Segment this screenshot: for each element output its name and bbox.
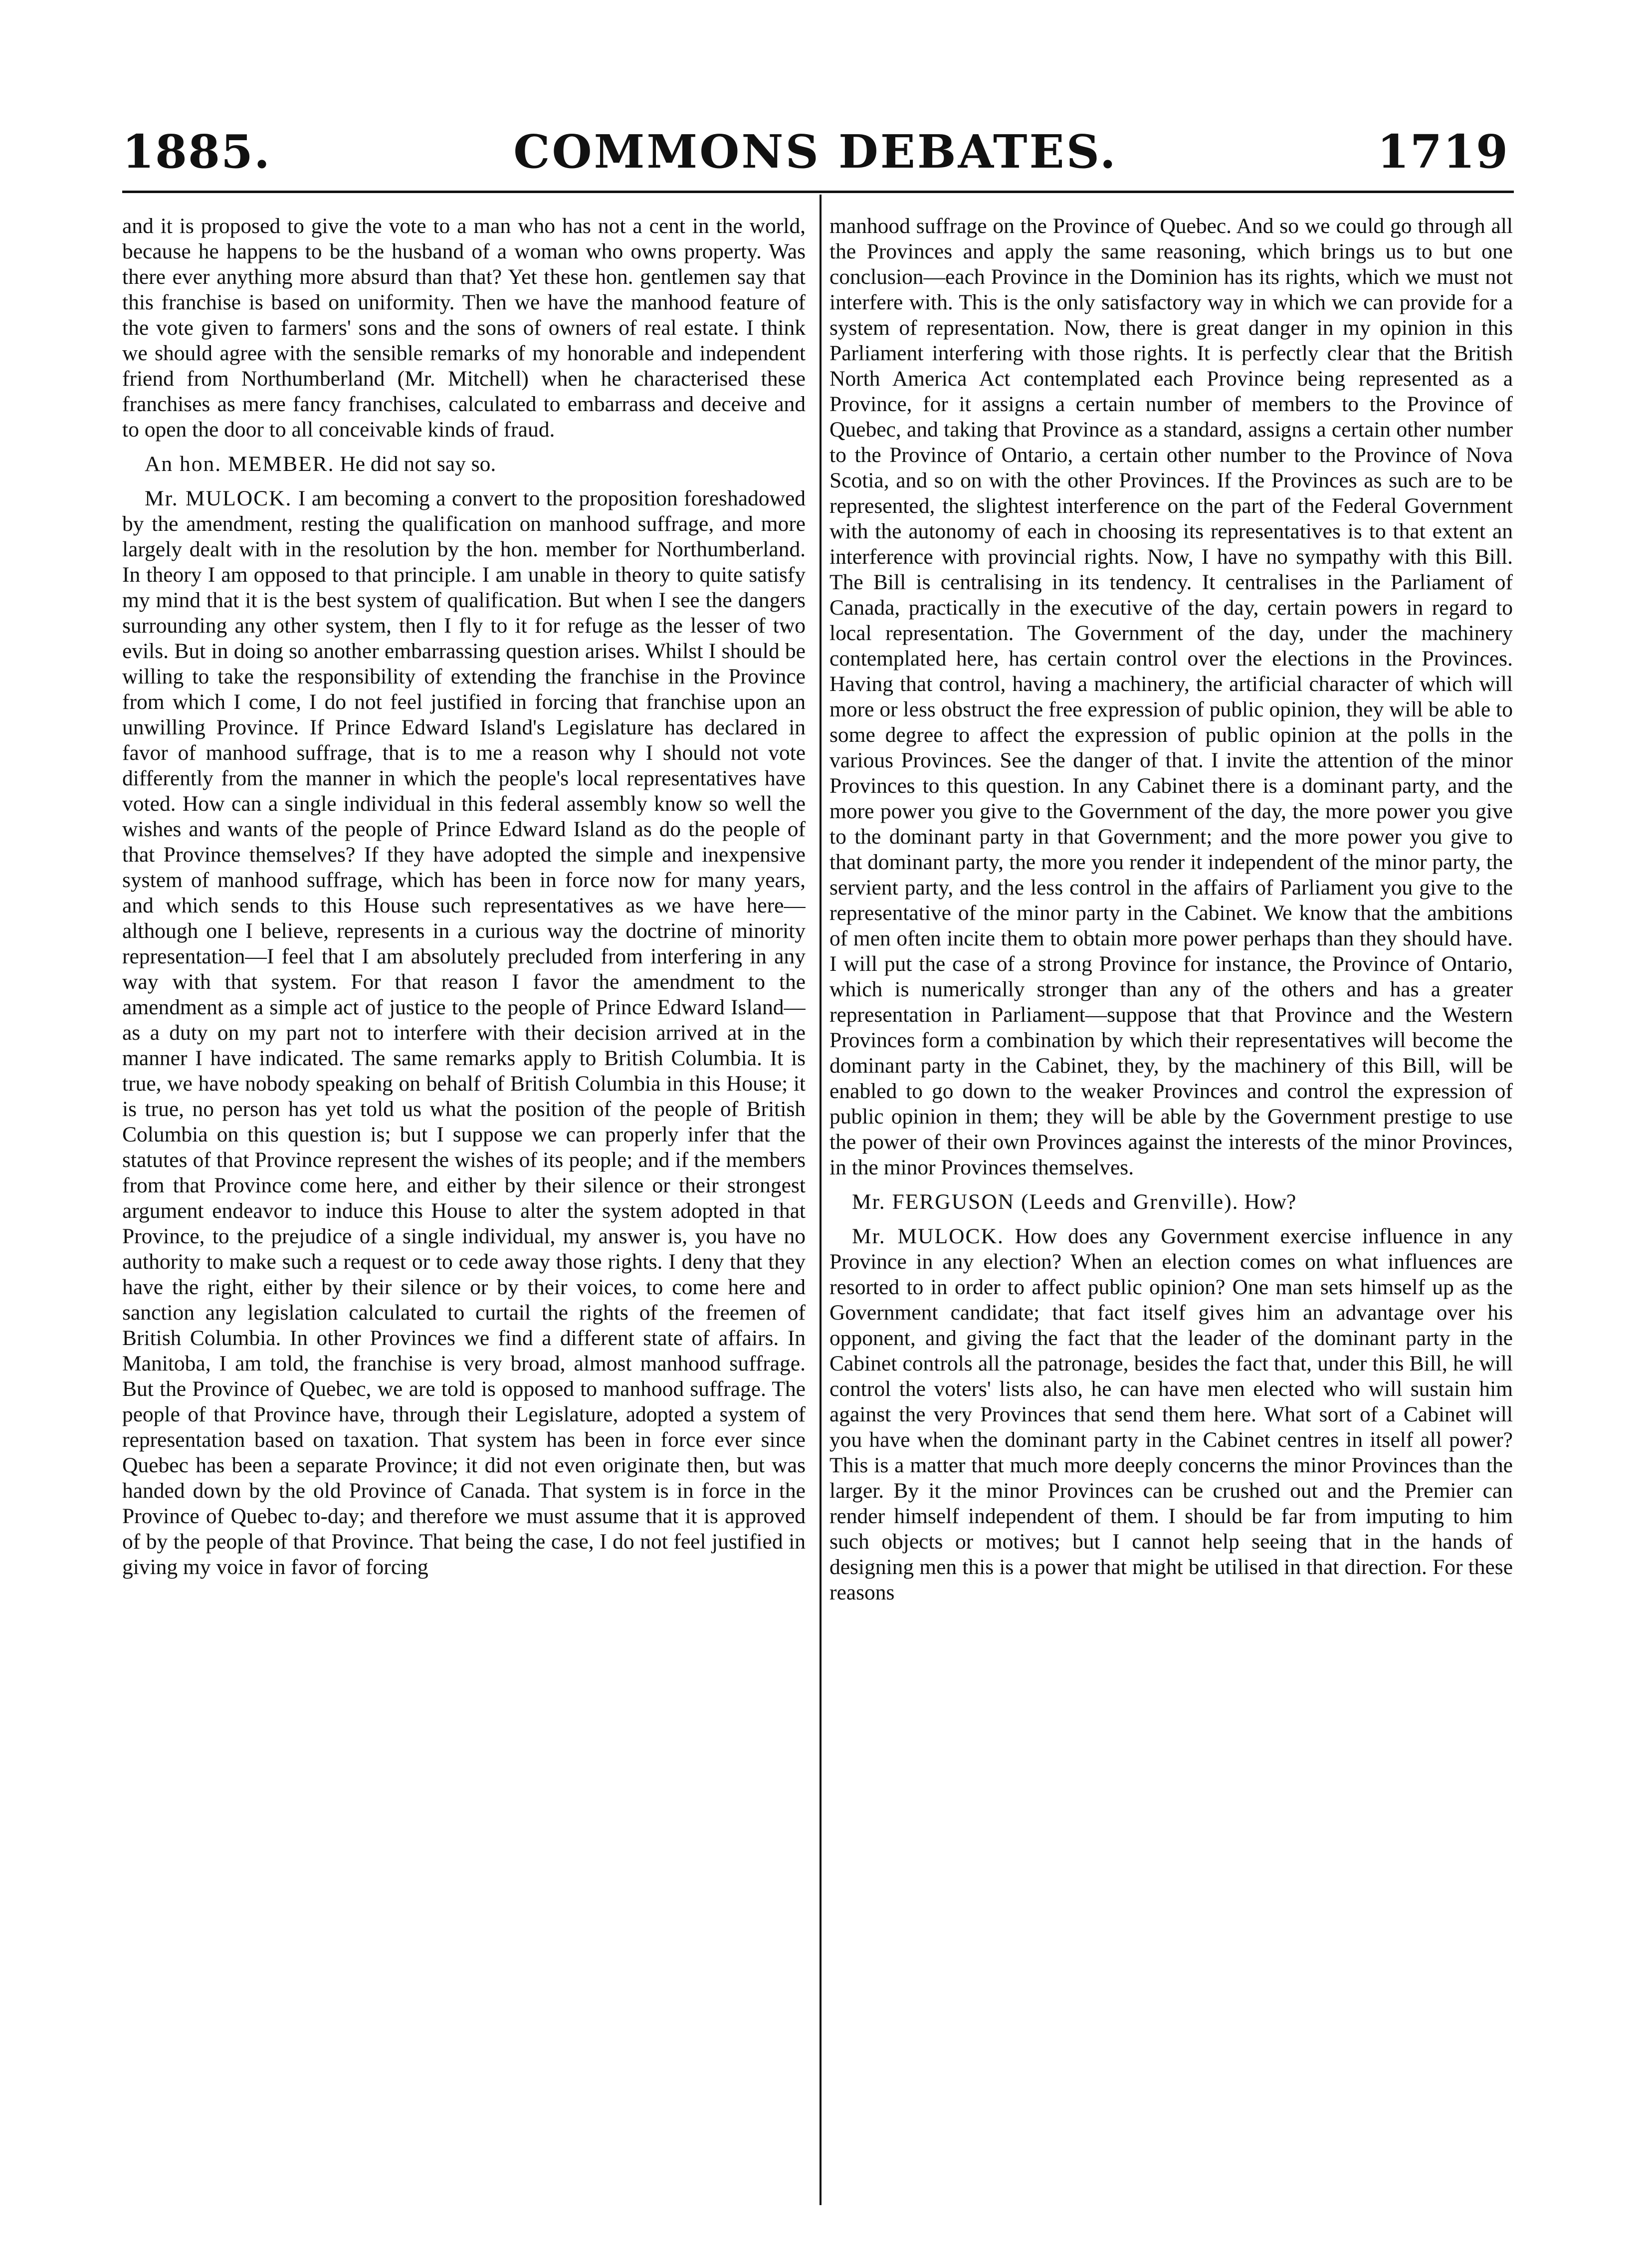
speaker-name: An hon. MEMBER. xyxy=(145,452,335,476)
paragraph xyxy=(122,214,806,443)
paragraph xyxy=(829,1189,1513,1215)
speaker-name: Mr. MULOCK. xyxy=(145,486,292,510)
paragraph-text: How does any Government exercise influence in any Province in any election? When an election comes on what influences are resorted to in order to affect public opinion? One man sets himself up as the Government candidate; that fact itself gives him an advantage over his opponent, and giving the fact that the leader of the dominant party in the Cabinet controls all the patronage, besides the fact that, under this Bill, he will control the voters' lists also, he can have men elected who will sustain him against the very Provinces that send them here. What sort of a Cabinet will you have when the dominant party in the Cabinet centres in itself all power? This is a matter that much more deeply concerns the minor Provinces than the larger. By it the minor Provinces can be crushed out and the Premier can render himself independent of them. I should be far from imputing to him such objects or motives; but I cannot help seeing that in the hands of designing men this is a power that might be utilised in that direction. For these reasons xyxy=(829,1224,1513,1604)
paragraph-text: How? xyxy=(1244,1190,1296,1214)
paragraph-text: and it is proposed to give the vote to a man who has not a cent in the world, because he happens to be the husband of a woman who owns property. Was there ever anything more absurd than that? Yet these hon. gentlemen say that this franchise is based on uniformity. Then we have the manhood feature of the vote given to farmers' sons and the sons of owners of real estate. I think we should agree with the sensible remarks of my honorable and independent friend from Northumberland (Mr. Mitchell) when he characterised these franchises as mere fancy franchises, calculated to embarrass and deceive and to open the door to all conceivable kinds of fraud. xyxy=(122,214,806,442)
page-header xyxy=(122,125,1509,185)
right-column xyxy=(829,214,1513,2204)
speaker-name: Mr. MULOCK. xyxy=(852,1224,1004,1248)
paragraph-text: He did not say so. xyxy=(340,452,496,476)
paragraph xyxy=(829,214,1513,1180)
paragraph-text: I am becoming a convert to the proposition foreshadowed by the amendment, resting the qualification on manhood suffrage, and more largely dealt with in the resolution by the hon. member for Northumberland. In theory I am opposed to that principle. I am unable in theory to quite satisfy my mind that it is the best system of qualification. But when I see the dangers surrounding any other system, then I fly to it for refuge as the lesser of two evils. But in doing so another embarrassing question arises. Whilst I should be willing to take the responsibility of extending the franchise in the Province from which I come, I do not feel justified in forcing that franchise upon an unwilling Province. If Prince Edward Island's Legislature has declared in favor of manhood suffrage, that is to me a reason why I should not vote differently from the manner in which the people's local representatives have voted. How can a single individual in this federal assembly know so well the wishes and wants of the people of Prince Edward Island as do the people of that Province themselves? If they have adopted the simple and inexpensive system of manhood suffrage, which has been in force now for many years, and which sends to this House such representatives as we have here—although one I believe, represents in a curious way the doctrine of minority representation—I feel that I am absolutely precluded from interfering in any way with that system. For that reason I favor the amendment to the amendment as a simple act of justice to the people of Prince Edward Island—as a duty on my part not to interfere with their decision arrived at in the manner I have indicated. The same remarks apply to British Columbia. It is true, we have nobody speaking on behalf of British Columbia in this House; it is true, no person has yet told us what the position of the people of British Columbia on this question is; but I suppose we can properly infer that the statutes of that Province represent the wishes of its people; and if the members from that Province come here, and either by their silence or their strongest argument endeavor to induce this House to alter the system adopted in that Province, to the prejudice of a single individual, my answer is, you have no authority to make such a request or to cede away those rights. I deny that they have the right, either by their silence or by their voices, to come here and sanction any legislation calculated to curtail the rights of the freemen of British Columbia. In other Provinces we find a different state of affairs. In Manitoba, I am told, the franchise is very broad, almost manhood suffrage. But the Province of Quebec, we are told is opposed to manhood suffrage. The people of that Province have, through their Legislature, adopted a system of representation based on taxation. That system has been in force ever since Quebec has been a separate Province; it did not even originate then, but was handed down by the old Province of Canada. That system is in force in the Province of Quebec to-day; and therefore we must assume that it is approved of by the people of that Province. That being the case, I do not feel justified in giving my voice in favor of forcing xyxy=(122,486,806,1579)
paragraph xyxy=(829,1224,1513,1605)
speaker-name: Mr. FERGUSON (Leeds and Grenville). xyxy=(852,1190,1239,1214)
paragraph-text: manhood suffrage on the Province of Quebec. And so we could go through all the Provinces and apply the same reasoning, which brings us to but one conclusion—each Province in the Dominion has its rights, which we must not interfere with. This is the only satisfactory way in which we can provide for a system of representation. Now, there is great danger in my opinion in this Parliament interfering with those rights. It is perfectly clear that the British North America Act contemplated each Province being represented as a Province, for it assigns a certain number of members to the Province of Quebec, and taking that Province as a standard, assigns a certain other number to the Province of Ontario, a certain other number to the Province of Nova Scotia, and so on with the other Provinces. If the Provinces as such are to be represented, the slightest interference on the part of the Federal Government with the autonomy of each in choosing its representatives is to that extent an interference with provincial rights. Now, I have no sympathy with this Bill. The Bill is centralising in its tendency. It centralises in the Parliament of Canada, practically in the executive of the day, certain powers in regard to local representation. The Government of the day, under the machinery contemplated here, has certain control over the elections in the Provinces. Having that control, having a machinery, the artificial character of which will more or less obstruct the free expression of public opinion, they will be able to some degree to affect the expression of public opinion at the polls in the various Provinces. See the danger of that. I invite the attention of the minor Provinces to this question. In any Cabinet there is a dominant party, and the more power you give to the Government of the day, the more power you give to the dominant party in that Government; and the more power you give to that dominant party, the more you render it independent of the minor party, the servient party, and the less control in the affairs of Parliament you give to the representative of the minor party in the Cabinet. We know that the ambitions of men often incite them to obtain more power perhaps than they should have. I will put the case of a strong Province for instance, the Province of Ontario, which is numerically stronger than any of the others and has a greater representation in Parliament—suppose that that Province and the Western Provinces form a combination by which their representatives will become the dominant party in the Cabinet, they, by the machinery of this Bill, will be enabled to go down to the weaker Provinces and control the expression of public opinion in them; they will be able by the Government prestige to use the power of their own Provinces against the interests of the minor Provinces, in the minor Provinces themselves. xyxy=(829,214,1513,1179)
publication-title: COMMONS DEBATES. xyxy=(513,125,1118,179)
page-number: 1719 xyxy=(1377,125,1509,179)
header-year: 1885. xyxy=(122,125,271,179)
header-rule xyxy=(122,191,1514,193)
left-column xyxy=(122,214,806,2204)
column-divider xyxy=(820,195,822,2205)
paragraph xyxy=(122,452,806,477)
paragraph xyxy=(122,486,806,1580)
